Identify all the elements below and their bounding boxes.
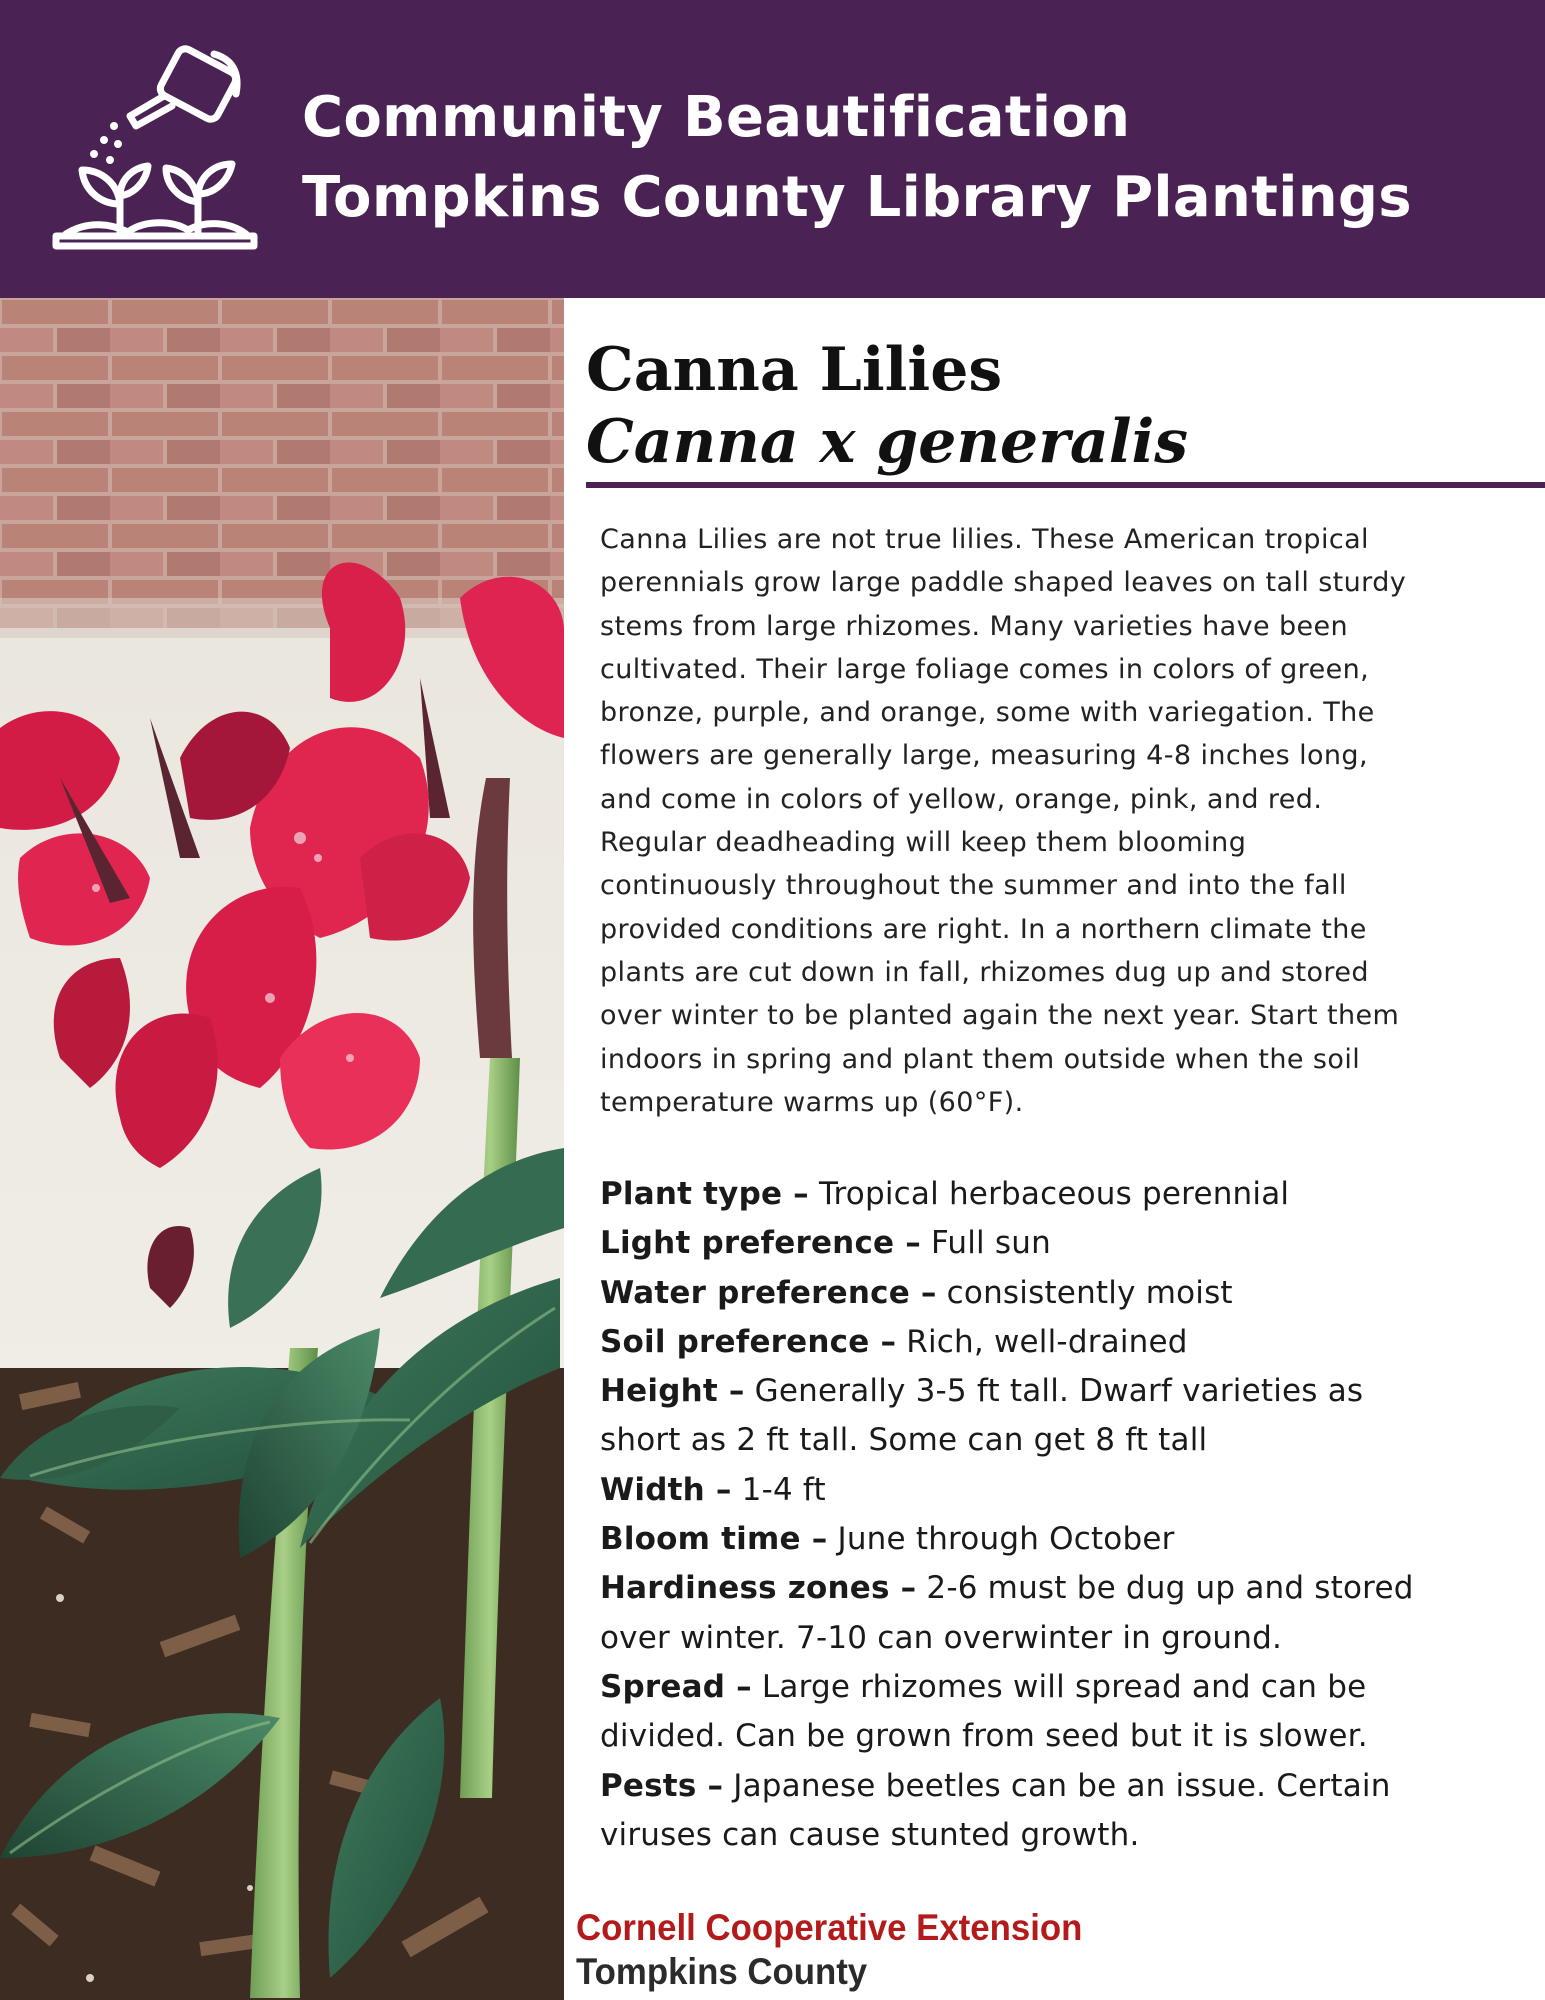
fact-height: [600, 1367, 1510, 1466]
fact-value: Japanese beetles can be an issue. Certain: [723, 1767, 1391, 1804]
flower-illustration: [0, 298, 564, 2000]
fact-value: Generally 3-5 ft tall. Dwarf varieties as: [744, 1373, 1364, 1410]
fact-value-continued: viruses can cause stunted growth.: [600, 1816, 1140, 1853]
header-banner: [0, 0, 1545, 298]
fact-value: consistently moist: [936, 1274, 1233, 1311]
fact-value: Large rhizomes will spread and can be: [751, 1668, 1367, 1705]
fact-plant-type: [600, 1170, 1510, 1219]
fact-label: Pests –: [600, 1767, 724, 1804]
fact-soil-preference: [600, 1318, 1510, 1367]
fact-label: Spread –: [600, 1668, 752, 1705]
title-divider: [586, 482, 1545, 488]
title-line-1: Community Beautification: [302, 85, 1131, 150]
fact-bloom-time: [600, 1515, 1510, 1564]
fact-pests: [600, 1762, 1510, 1861]
fact-label: Width –: [600, 1471, 732, 1508]
fact-spread: [600, 1663, 1510, 1762]
fact-value: Rich, well-drained: [896, 1323, 1188, 1360]
fact-label: Light preference –: [600, 1225, 921, 1262]
canna-lily-photo: [0, 298, 564, 2000]
plant-description: Canna Lilies are not true lilies. These American tropical perennials grow large paddle shaped leaves on tall sturdy stems from large rhizomes. Many varieties have been cultivated. Their large foliage comes in colors of green, bronze, purple, and orange, some with variegation. The flowers are generally large, measuring 4-8 inches long, and come in colors of yellow, orange, pink, and red. Regular deadheading will keep them blooming continuously throughout the summer and into the fall provided conditions are right. In a northern climate the plants are cut down in fall, rhizomes dug up and stored over winter to be planted again the next year. Start them indoors in spring and plant them outside when the soil temperature warms up (60°F).: [600, 524, 1407, 1118]
fact-label: Plant type –: [600, 1176, 809, 1212]
fact-value-continued: short as 2 ft tall. Some can get 8 ft tall: [600, 1422, 1208, 1459]
fact-value: Tropical herbaceous perennial: [808, 1176, 1290, 1212]
page-title: [302, 78, 1412, 238]
fact-value-continued: divided. Can be grown from seed but it is slower.: [600, 1718, 1368, 1755]
plant-title: [586, 334, 1188, 478]
fact-value: Full sun: [920, 1225, 1051, 1262]
footer-county: Tompkins County: [576, 1951, 868, 1992]
watering-can-seedlings-icon: [48, 44, 260, 256]
footer-organization: Cornell Cooperative Extension: [576, 1907, 1083, 1948]
fact-label: Bloom time –: [600, 1521, 828, 1558]
fact-value-continued: over winter. 7-10 can overwinter in ground.: [600, 1619, 1283, 1656]
fact-label: Soil preference –: [600, 1323, 897, 1360]
fact-label: Hardiness zones –: [600, 1570, 917, 1607]
fact-width: [600, 1466, 1510, 1515]
fact-water-preference: [600, 1269, 1510, 1318]
common-name: Canna Lilies: [586, 335, 1003, 405]
fact-label: Height –: [600, 1373, 745, 1410]
fact-value: June through October: [827, 1521, 1175, 1558]
fact-light-preference: [600, 1219, 1510, 1268]
plant-facts-list: [600, 1170, 1510, 1860]
fact-label: Water preference –: [600, 1274, 937, 1311]
scientific-name: Canna x generalis: [586, 407, 1189, 477]
fact-value: 1-4 ft: [731, 1471, 826, 1508]
fact-hardiness-zones: [600, 1564, 1510, 1663]
title-line-2: Tompkins County Library Plantings: [302, 165, 1412, 230]
fact-value: 2-6 must be dug up and stored: [916, 1570, 1414, 1607]
